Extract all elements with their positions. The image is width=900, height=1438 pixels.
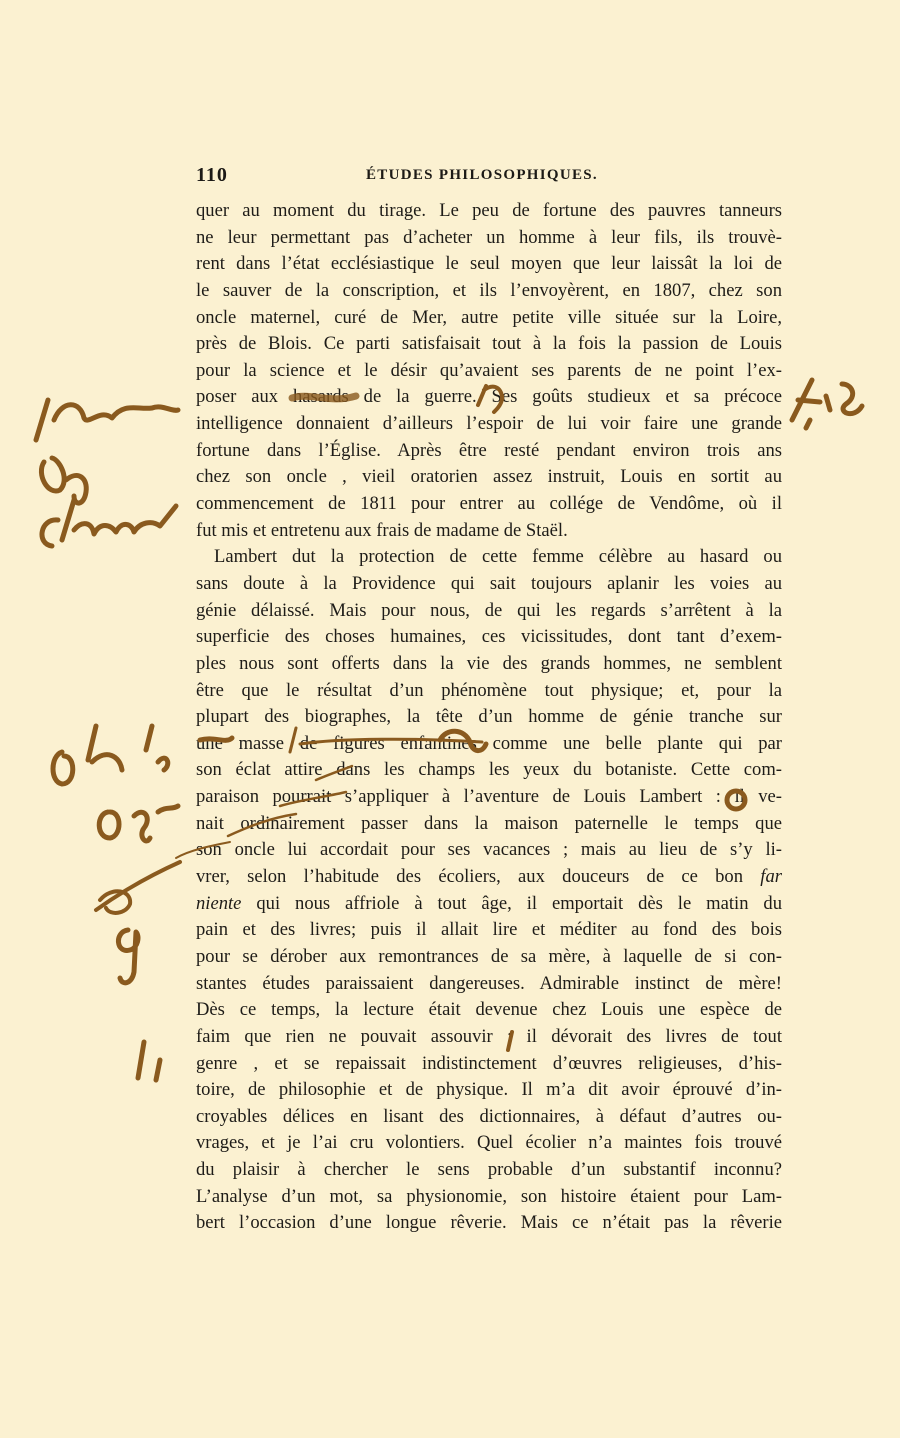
- text-segment: qui nous affriole à tout âge, il emportait dès le matin du: [241, 892, 782, 914]
- text-line: toire, de philosophie et de physique. Il m’a dit avoir éprouvé d’in-: [196, 1079, 782, 1101]
- text-line: faim que rien ne pouvait assouvir ; il dévorait des livres de tout: [196, 1025, 782, 1047]
- text-line: poser aux hasards de la guerre. Ses goûts studieux et sa précoce: [196, 386, 782, 408]
- text-line: superficie des choses humaines, ces vicissitudes, dont tant d’exem-: [196, 626, 782, 648]
- text-line: [196, 891, 782, 918]
- text-line: pour la science et le désir qu’avaient ses parents de ne point l’ex-: [196, 359, 782, 381]
- margin-note-6: [96, 862, 180, 913]
- text-line: vrages, et je l’ai cru volontiers. Quel écolier n’a maintes fois trouvé: [196, 1132, 782, 1154]
- text-line: être que le résultat d’un phénomène tout physique; et, pour la: [196, 679, 782, 701]
- text-line: oncle maternel, curé de Mer, autre petite ville située sur la Loire,: [196, 306, 782, 328]
- text-line: fortune dans l’Église. Après être resté pendant environ trois ans: [196, 439, 782, 461]
- text-line: intelligence donnaient d’ailleurs l’espoir de lui voir faire une grande: [196, 413, 782, 435]
- text-line: bert l’occasion d’une longue rêverie. Mais ce n’était pas la rêverie: [196, 1212, 782, 1234]
- text-line: fut mis et entretenu aux frais de madame de Staël.: [196, 519, 568, 541]
- running-title: ÉTUDES PHILOSOPHIQUES.: [366, 167, 598, 183]
- margin-note-7: [118, 930, 138, 983]
- text-line: croyables délices en lisant des dictionnaires, à défaut d’autres ou-: [196, 1105, 782, 1127]
- text-line: du plaisir à chercher le sens probable d’un substantif inconnu?: [196, 1159, 782, 1181]
- text-line: commencement de 1811 pour entrer au collége de Vendôme, où il: [196, 493, 782, 515]
- text-line: ne leur permettant pas d’acheter un homme à leur fils, ils trouvè-: [196, 226, 782, 248]
- page-number: 110: [196, 164, 228, 186]
- margin-note-3: [42, 500, 176, 546]
- text-line: nait ordinairement passer dans la maison paternelle le temps que: [196, 812, 782, 834]
- text-line: génie délaissé. Mais pour nous, de qui les regards s’arrêtent à la: [196, 599, 782, 621]
- text-line: le sauver de la conscription, et ils l’envoyèrent, en 1807, chez son: [196, 279, 782, 301]
- text-line: stantes études paraissaient dangereuses. Admirable instinct de mère!: [196, 972, 782, 994]
- text-line: Dès ce temps, la lecture était devenue chez Louis une espèce de: [196, 999, 782, 1021]
- text-line: sans doute à la Providence qui sait toujours aplanir les voies au: [196, 572, 782, 594]
- text-segment: vrer, selon l’habitude des écoliers, aux douceurs de ce bon: [196, 866, 761, 888]
- margin-note-4: [53, 726, 168, 784]
- text-line: rent dans l’état ecclésiastique le seul moyen que leur laissât la loi de: [196, 253, 782, 275]
- margin-note-5: [99, 806, 178, 841]
- margin-note-1: [36, 400, 178, 440]
- text-line: plupart des biographes, la tête d’un homme de génie tranche sur: [196, 706, 782, 728]
- text-line: une masse de figures enfantines comme une belle plante qui par: [196, 732, 782, 754]
- text-line: quer au moment du tirage. Le peu de fortune des pauvres tanneurs: [196, 200, 782, 221]
- text-line: son oncle lui accordait pour ses vacances ; mais au lieu de s’y li-: [196, 839, 782, 861]
- text-line: ples nous sont offerts dans la vie des grands hommes, ne semblent: [196, 652, 782, 674]
- margin-note-right: [792, 380, 862, 428]
- text-line: [196, 864, 782, 891]
- text-line: son éclat attire dans les champs les yeux du botaniste. Cette com-: [196, 759, 782, 781]
- text-line: genre , et se repaissait indistinctement d’œuvres religieuses, d’his-: [196, 1052, 782, 1074]
- text-line: L’analyse d’un mot, sa physionomie, son histoire étaient pour Lam-: [196, 1185, 782, 1207]
- text-line: paraison pourrait s’appliquer à l’aventure de Louis Lambert : il ve-: [196, 786, 782, 808]
- text-line: Lambert dut la protection de cette femme célèbre au hasard ou: [214, 546, 782, 568]
- body-text: [196, 198, 782, 1237]
- margin-note-2: [41, 458, 86, 503]
- italic-word: far: [760, 866, 782, 888]
- text-line: pain et des livres; puis il allait lire et méditer au fond des bois: [196, 919, 782, 941]
- margin-note-8: [138, 1042, 160, 1080]
- text-line: pour se dérober aux remontrances de sa mère, à laquelle de si con-: [196, 945, 782, 967]
- text-line: chez son oncle , vieil oratorien assez instruit, Louis en sortit au: [196, 466, 782, 488]
- text-line: près de Blois. Ce parti satisfaisait tout à la fois la passion de Louis: [196, 333, 782, 355]
- page-header: [196, 164, 616, 192]
- italic-word-continued: niente: [196, 892, 242, 914]
